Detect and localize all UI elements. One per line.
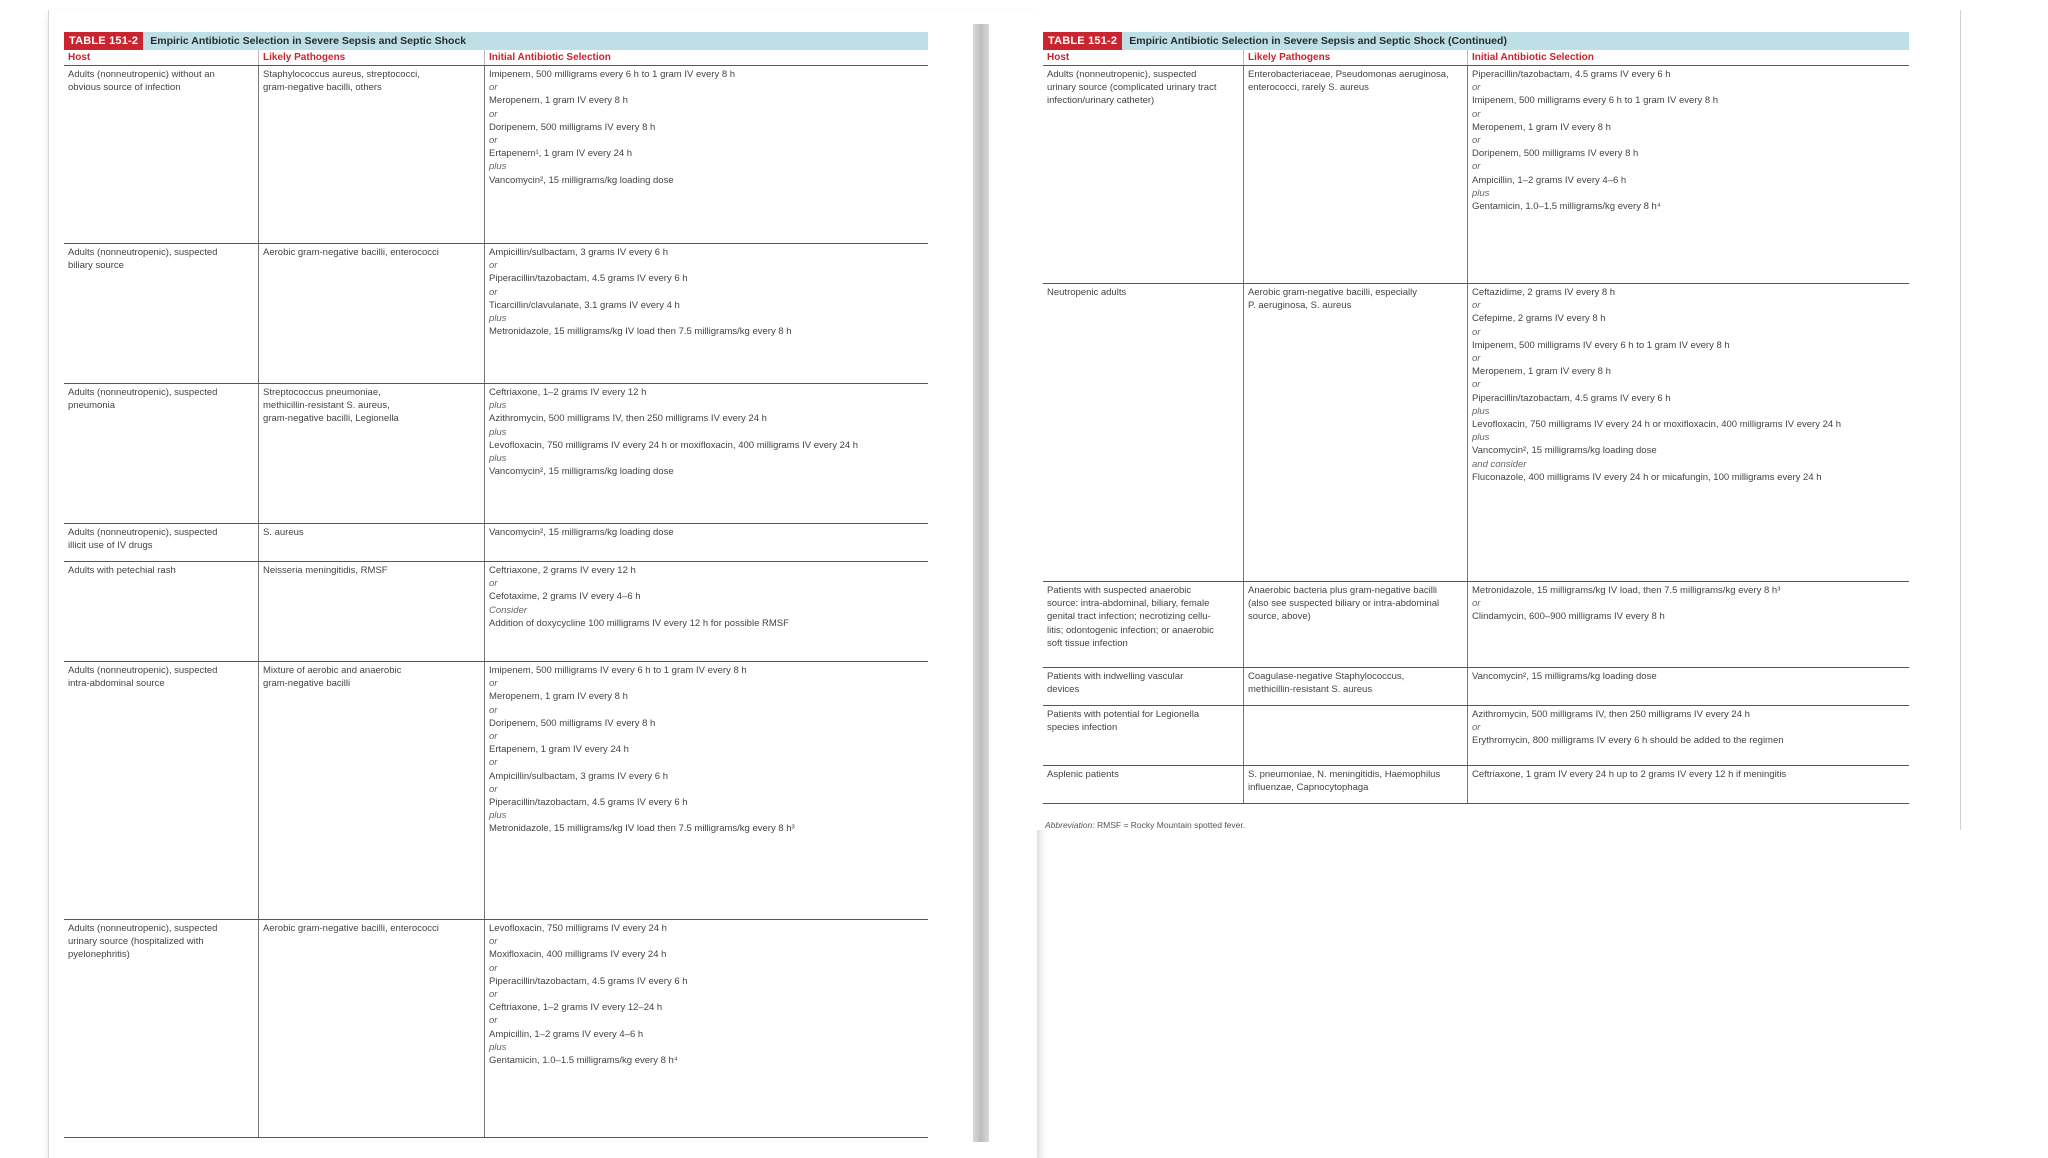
cell-line: Piperacillin/tazobactam, 4.5 grams IV every 6 h: [489, 273, 688, 285]
cell-line: Ampicillin/sulbactam, 3 grams IV every 6 h: [489, 770, 668, 782]
header-initial-antibiotic-selection: Initial Antibiotic Selection: [1467, 50, 1909, 65]
cell-line: Meropenem, 1 gram IV every 8 h: [1472, 121, 1611, 133]
cell-line: and consider: [1472, 458, 1527, 470]
pathogens-cell: [258, 662, 484, 919]
cell-line: Adults (nonneutropenic), suspected: [1047, 69, 1197, 80]
cell-line: Adults (nonneutropenic), suspected: [68, 923, 218, 934]
cell-line: Gentamicin, 1.0–1.5 milligrams/kg every 8 h⁴: [1472, 201, 1661, 213]
cell-line: Doripenem, 500 milligrams IV every 8 h: [489, 717, 656, 729]
cell-line: pneumonia: [68, 400, 116, 412]
cell-line: illicit use of IV drugs: [68, 540, 153, 552]
table-number-tag: TABLE 151-2: [64, 32, 143, 50]
table-title: Empiric Antibiotic Selection in Severe Sepsis and Septic Shock (Continued): [1129, 35, 1507, 47]
cell-line: or: [489, 578, 498, 590]
cell-line: Metronidazole, 15 milligrams/kg IV load, then 7.5 milligrams/kg every 8 h³: [1472, 585, 1781, 596]
cell-line: or: [489, 1015, 498, 1027]
selection-cell: [484, 920, 928, 1137]
cell-line: Ertapenem, 1 gram IV every 24 h: [489, 744, 629, 756]
cell-line: Doripenem, 500 milligrams IV every 8 h: [489, 121, 656, 133]
cell-line: or: [489, 678, 498, 690]
cell-line: Piperacillin/tazobactam, 4.5 grams IV every 6 h: [1472, 392, 1671, 404]
cell-line: Imipenem, 500 milligrams IV every 6 h to 1 gram IV every 8 h: [1472, 339, 1730, 351]
cell-line: plus: [489, 810, 507, 822]
cell-line: Ertapenem¹, 1 gram IV every 24 h: [489, 148, 633, 160]
host-cell: [1043, 582, 1243, 667]
cell-line: Adults (nonneutropenic), suspected: [68, 247, 218, 258]
table-footnote: [1045, 820, 1245, 830]
header-likely-pathogens: Likely Pathogens: [258, 50, 484, 65]
cell-line: intra-abdominal source: [68, 678, 165, 690]
table-row: [1043, 284, 1909, 582]
cell-line: or: [489, 936, 498, 948]
pathogens-cell: [258, 244, 484, 383]
host-cell: [1043, 284, 1243, 581]
host-cell: [64, 384, 258, 523]
cell-line: obvious source of infection: [68, 82, 181, 94]
selection-cell: [484, 662, 928, 919]
cell-line: Erythromycin, 800 milligrams IV every 6 h should be added to the regimen: [1472, 735, 1784, 747]
cell-line: Imipenem, 500 milligrams IV every 6 h to 1 gram IV every 8 h: [489, 665, 747, 676]
selection-cell: [484, 384, 928, 523]
cell-line: Consider: [489, 604, 528, 616]
cell-line: Fluconazole, 400 milligrams IV every 24 h or micafungin, 100 milligrams every 24 h: [1472, 471, 1822, 483]
cell-line: Staphylococcus aureus, streptococci,: [263, 69, 420, 80]
host-cell: [1043, 766, 1243, 803]
host-cell: [64, 562, 258, 661]
cell-line: Ampicillin/sulbactam, 3 grams IV every 6 h: [489, 247, 668, 258]
table-row: [1043, 706, 1909, 766]
host-cell: [1043, 668, 1243, 705]
cell-line: or: [1472, 135, 1481, 147]
cell-line: Adults (nonneutropenic), suspected: [68, 387, 218, 398]
cell-line: or: [1472, 82, 1481, 94]
cell-line: Meropenem, 1 gram IV every 8 h: [489, 691, 628, 703]
cell-line: or: [489, 135, 498, 147]
cell-line: Imipenem, 500 milligrams every 6 h to 1 gram IV every 8 h: [489, 69, 736, 80]
cell-line: S. aureus: [263, 527, 304, 538]
host-cell: [64, 524, 258, 561]
cell-line: Imipenem, 500 milligrams every 6 h to 1 gram IV every 8 h: [1472, 95, 1719, 107]
cell-line: or: [1472, 326, 1481, 338]
cell-line: Anaerobic bacteria plus gram-negative bacilli: [1248, 585, 1438, 596]
cell-line: or: [489, 108, 498, 120]
host-cell: [64, 920, 258, 1137]
selection-cell: [1467, 668, 1909, 705]
host-cell: [1043, 66, 1243, 283]
cell-line: Piperacillin/tazobactam, 4.5 grams IV every 6 h: [1472, 69, 1671, 80]
cell-line: Clindamycin, 600–900 milligrams IV every 8 h: [1472, 611, 1665, 623]
footnote-label: Abbreviation:: [1045, 820, 1095, 830]
cell-line: or: [489, 783, 498, 795]
host-cell: [64, 244, 258, 383]
cell-line: Patients with potential for Legionella: [1047, 709, 1200, 720]
table-row: [1043, 766, 1909, 804]
table-row: [1043, 66, 1909, 284]
host-cell: [64, 662, 258, 919]
cell-line: Levofloxacin, 750 milligrams IV every 24 h: [489, 923, 667, 934]
cell-line: or: [489, 731, 498, 743]
table-row: [64, 66, 928, 244]
cell-line: or: [1472, 598, 1481, 610]
cell-line: Vancomycin², 15 milligrams/kg loading dose: [1472, 671, 1657, 682]
cell-line: or: [1472, 379, 1481, 391]
table-row: [64, 384, 928, 524]
cell-line: Meropenem, 1 gram IV every 8 h: [1472, 366, 1611, 378]
cell-line: Cefotaxime, 2 grams IV every 4–6 h: [489, 591, 641, 603]
table-header-row: [1043, 50, 1909, 66]
cell-line: pyelonephritis): [68, 949, 130, 961]
cell-line: Ceftriaxone, 1–2 grams IV every 12–24 h: [489, 1002, 663, 1014]
table-row: [64, 662, 928, 920]
cell-line: Azithromycin, 500 milligrams IV, then 250 milligrams IV every 24 h: [1472, 709, 1750, 720]
table-row: [1043, 668, 1909, 706]
cell-line: Cefepime, 2 grams IV every 8 h: [1472, 313, 1606, 325]
cell-line: soft tissue infection: [1047, 637, 1128, 649]
header-likely-pathogens: Likely Pathogens: [1243, 50, 1467, 65]
pathogens-cell: [258, 562, 484, 661]
cell-line: Ceftriaxone, 2 grams IV every 12 h: [489, 565, 636, 576]
cell-line: or: [1472, 722, 1481, 734]
cell-line: Vancomycin², 15 milligrams/kg loading dose: [489, 527, 674, 538]
cell-line: or: [1472, 161, 1481, 173]
cell-line: Vancomycin², 15 milligrams/kg loading dose: [489, 466, 674, 478]
cell-line: Adults (nonneutropenic), suspected: [68, 527, 218, 538]
cell-line: Patients with suspected anaerobic: [1047, 585, 1192, 596]
cell-line: Aerobic gram-negative bacilli, enterococci: [263, 923, 439, 934]
cell-line: plus: [489, 400, 507, 412]
cell-line: genital tract infection; necrotizing cellu-: [1047, 611, 1211, 623]
cell-line: (also see suspected biliary or intra-abdominal: [1248, 598, 1440, 610]
table-row: [64, 524, 928, 562]
table-number-tag: TABLE 151-2: [1043, 32, 1122, 50]
pathogens-cell: [1243, 766, 1467, 803]
cell-line: or: [489, 260, 498, 272]
cell-line: enterococci, rarely S. aureus: [1248, 82, 1369, 94]
cell-line: urinary source (hospitalized with: [68, 936, 204, 948]
selection-cell: [1467, 284, 1909, 581]
cell-line: or: [489, 757, 498, 769]
cell-line: Ceftriaxone, 1–2 grams IV every 12 h: [489, 387, 647, 398]
pathogens-cell: [1243, 706, 1467, 765]
cell-line: source, above): [1248, 611, 1311, 623]
cell-line: or: [489, 989, 498, 1001]
cell-line: Gentamicin, 1.0–1.5 milligrams/kg every 8 h⁴: [489, 1055, 678, 1067]
header-host: Host: [68, 52, 91, 63]
cell-line: plus: [1472, 405, 1490, 417]
selection-cell: [1467, 66, 1909, 283]
cell-line: Mixture of aerobic and anaerobic: [263, 665, 402, 676]
antibiotic-table-right: [1043, 32, 1909, 804]
table-row: [64, 920, 928, 1138]
pathogens-cell: [1243, 284, 1467, 581]
pathogens-cell: [1243, 582, 1467, 667]
cell-line: Neutropenic adults: [1047, 287, 1127, 298]
header-host: Host: [1047, 52, 1070, 63]
pathogens-cell: [258, 66, 484, 243]
pathogens-cell: [258, 384, 484, 523]
cell-line: Neisseria meningitidis, RMSF: [263, 565, 388, 576]
cell-line: or: [489, 82, 498, 94]
pathogens-cell: [258, 524, 484, 561]
table-body: [1043, 66, 1909, 804]
cell-line: plus: [489, 161, 507, 173]
table-title: Empiric Antibiotic Selection in Severe Sepsis and Septic Shock: [150, 35, 467, 47]
cell-line: influenzae, Capnocytophaga: [1248, 782, 1369, 794]
cell-line: Levofloxacin, 750 milligrams IV every 24 h or moxifloxacin, 400 milligrams IV every 24 h: [489, 439, 859, 451]
cell-line: devices: [1047, 684, 1080, 696]
cell-line: gram-negative bacilli, Legionella: [263, 413, 399, 425]
cell-line: Ampicillin, 1–2 grams IV every 4–6 h: [1472, 174, 1627, 186]
cell-line: Ticarcillin/clavulanate, 3.1 grams IV every 4 h: [489, 299, 680, 311]
pathogens-cell: [1243, 668, 1467, 705]
cell-line: or: [489, 704, 498, 716]
table-row: [1043, 582, 1909, 668]
cell-line: methicillin-resistant S. aureus: [1248, 684, 1373, 696]
cell-line: Vancomycin², 15 milligrams/kg loading dose: [1472, 445, 1657, 457]
cell-line: Metronidazole, 15 milligrams/kg IV load then 7.5 milligrams/kg every 8 h: [489, 326, 792, 338]
cell-line: Piperacillin/tazobactam, 4.5 grams IV every 6 h: [489, 797, 688, 809]
cell-line: Moxifloxacin, 400 milligrams IV every 24 h: [489, 949, 667, 961]
table-row: [64, 562, 928, 662]
footnote-text: RMSF = Rocky Mountain spotted fever.: [1097, 820, 1246, 830]
table-header-row: [64, 50, 928, 66]
selection-cell: [1467, 582, 1909, 667]
cell-line: litis; odontogenic infection; or anaerobic: [1047, 624, 1214, 636]
cell-line: plus: [489, 313, 507, 325]
cell-line: Coagulase-negative Staphylococcus,: [1248, 671, 1405, 682]
cell-line: Vancomycin², 15 milligrams/kg loading dose: [489, 174, 674, 186]
cell-line: plus: [489, 1041, 507, 1053]
cell-line: Streptococcus pneumoniae,: [263, 387, 381, 398]
table-title-bar: [64, 32, 928, 50]
table-title-bar: [1043, 32, 1909, 50]
cell-line: biliary source: [68, 260, 124, 272]
cell-line: or: [489, 962, 498, 974]
cell-line: urinary source (complicated urinary tract: [1047, 82, 1217, 94]
cell-line: Azithromycin, 500 milligrams IV, then 250 milligrams IV every 24 h: [489, 413, 767, 425]
cell-line: P. aeruginosa, S. aureus: [1248, 300, 1352, 312]
cell-line: Enterobacteriaceae, Pseudomonas aeruginosa,: [1248, 69, 1449, 80]
book-gutter: [973, 24, 989, 1142]
antibiotic-table-left: [64, 32, 928, 1138]
cell-line: S. pneumoniae, N. meningitidis, Haemophilus: [1248, 769, 1441, 780]
cell-line: Piperacillin/tazobactam, 4.5 grams IV every 6 h: [489, 975, 688, 987]
cell-line: infection/urinary catheter): [1047, 95, 1155, 107]
table-body: [64, 66, 928, 1138]
cell-line: Adults with petechial rash: [68, 565, 176, 576]
cell-line: or: [1472, 353, 1481, 365]
cell-line: Metronidazole, 15 milligrams/kg IV load then 7.5 milligrams/kg every 8 h³: [489, 823, 795, 835]
selection-cell: [1467, 706, 1909, 765]
selection-cell: [484, 66, 928, 243]
cell-line: gram-negative bacilli, others: [263, 82, 382, 94]
cell-line: source: intra-abdominal, biliary, female: [1047, 598, 1210, 610]
selection-cell: [484, 244, 928, 383]
cell-line: Patients with indwelling vascular: [1047, 671, 1184, 682]
pathogens-cell: [258, 920, 484, 1137]
cell-line: methicillin-resistant S. aureus,: [263, 400, 390, 412]
header-initial-antibiotic-selection: Initial Antibiotic Selection: [484, 50, 928, 65]
cell-line: gram-negative bacilli: [263, 678, 351, 690]
cell-line: Asplenic patients: [1047, 769, 1119, 780]
selection-cell: [484, 562, 928, 661]
cell-line: Ampicillin, 1–2 grams IV every 4–6 h: [489, 1028, 644, 1040]
cell-line: or: [1472, 300, 1481, 312]
cell-line: Ceftriaxone, 1 gram IV every 24 h up to 2 grams IV every 12 h if meningitis: [1472, 769, 1787, 780]
cell-line: plus: [489, 453, 507, 465]
cell-line: plus: [489, 426, 507, 438]
cell-line: Adults (nonneutropenic) without an: [68, 69, 215, 80]
cell-line: Doripenem, 500 milligrams IV every 8 h: [1472, 148, 1639, 160]
cell-line: Ceftazidime, 2 grams IV every 8 h: [1472, 287, 1616, 298]
cell-line: species infection: [1047, 722, 1118, 734]
host-cell: [64, 66, 258, 243]
table-row: [64, 244, 928, 384]
cell-line: or: [1472, 108, 1481, 120]
cell-line: Levofloxacin, 750 milligrams IV every 24 h or moxifloxacin, 400 milligrams IV every 24 h: [1472, 419, 1842, 431]
cell-line: Adults (nonneutropenic), suspected: [68, 665, 218, 676]
cell-line: Aerobic gram-negative bacilli, especially: [1248, 287, 1417, 298]
cell-line: Meropenem, 1 gram IV every 8 h: [489, 95, 628, 107]
cell-line: Addition of doxycycline 100 milligrams IV every 12 h for possible RMSF: [489, 617, 789, 629]
pathogens-cell: [1243, 66, 1467, 283]
cell-line: or: [489, 286, 498, 298]
cell-line: Aerobic gram-negative bacilli, enterococci: [263, 247, 439, 258]
cell-line: plus: [1472, 432, 1490, 444]
selection-cell: [484, 524, 928, 561]
cell-line: plus: [1472, 187, 1490, 199]
host-cell: [1043, 706, 1243, 765]
selection-cell: [1467, 766, 1909, 803]
